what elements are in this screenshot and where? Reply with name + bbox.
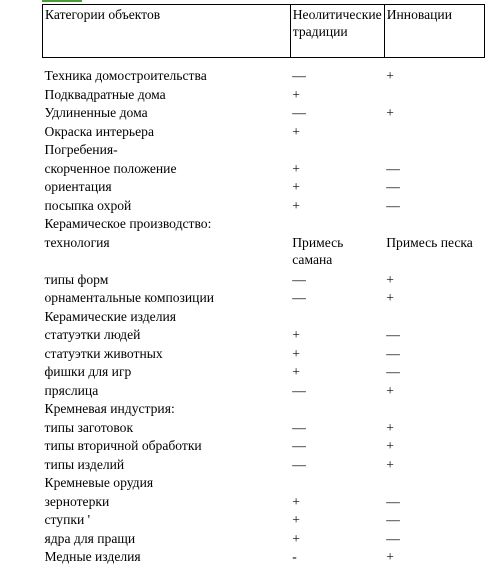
table-row — [43, 160, 485, 179]
row-innovation-mark: + — [386, 271, 394, 287]
table-row — [43, 456, 485, 475]
row-innovation-mark: + — [386, 382, 394, 398]
table-row — [43, 326, 485, 345]
row-innovation-mark: + — [386, 456, 394, 472]
row-innovation-mark — [384, 400, 484, 419]
table-row — [43, 345, 485, 364]
table-row — [43, 382, 485, 401]
row-innovation-mark: Примесь песка — [386, 234, 473, 250]
table-body — [43, 58, 485, 567]
table-row — [43, 86, 485, 105]
row-label: фишки для игр — [44, 364, 132, 379]
row-neolithic-mark: — — [292, 456, 306, 472]
row-innovation-mark: — — [386, 530, 400, 546]
row-neolithic-mark: + — [292, 493, 300, 509]
row-innovation-mark: — — [386, 197, 400, 213]
table-row — [43, 67, 485, 86]
row-neolithic-mark: + — [292, 327, 300, 342]
row-label: Керамические изделия — [44, 308, 177, 324]
row-innovation-mark — [384, 308, 484, 327]
table-row — [43, 511, 485, 530]
row-neolithic-mark: — — [292, 290, 306, 305]
row-label: ориентация — [44, 179, 112, 194]
row-label: ядра для пращи — [44, 530, 136, 546]
row-label: Керамическое производство: — [44, 216, 212, 231]
row-label: пряслица — [44, 382, 99, 398]
table-row — [43, 400, 485, 419]
row-label: зернотерки — [44, 493, 110, 509]
row-label: Подквадратные дома — [44, 86, 166, 102]
row-neolithic-mark: — — [292, 68, 306, 83]
row-neolithic-mark — [290, 400, 384, 419]
table-row — [43, 493, 485, 512]
row-innovation-mark: + — [386, 419, 394, 435]
row-neolithic-mark: + — [292, 512, 300, 527]
row-neolithic-mark — [290, 474, 384, 493]
row-neolithic-mark — [290, 141, 384, 160]
row-label: типы заготовок — [44, 419, 134, 435]
row-label: Кремневые орудия — [44, 475, 154, 490]
row-neolithic-mark: — — [292, 271, 306, 287]
table-row — [43, 289, 485, 308]
table-row — [43, 178, 485, 197]
row-neolithic-mark: + — [292, 160, 300, 176]
row-neolithic-mark: + — [292, 197, 300, 213]
table-row — [43, 363, 485, 382]
row-neolithic-mark: — — [292, 438, 306, 453]
row-label: Техника домостроительства — [44, 68, 207, 83]
row-innovation-mark: — — [386, 327, 400, 342]
row-label: ступки ' — [44, 512, 91, 527]
table-row — [43, 141, 485, 160]
row-neolithic-mark: — — [292, 382, 306, 398]
row-label: типы изделий — [44, 456, 125, 472]
green-highlight-mark — [42, 0, 82, 2]
row-innovation-mark — [384, 215, 484, 234]
row-neolithic-mark: + — [292, 364, 300, 379]
row-innovation-mark — [384, 141, 484, 160]
row-innovation-mark: — — [386, 512, 400, 527]
row-innovation-mark: + — [386, 105, 394, 120]
row-label: Удлиненные дома — [44, 105, 148, 120]
row-label: орнаментальные композиции — [44, 290, 214, 305]
row-innovation-mark — [384, 474, 484, 493]
row-neolithic-mark — [290, 308, 384, 327]
row-neolithic-mark: + — [292, 86, 300, 102]
row-innovation-mark: + — [386, 438, 394, 453]
row-label: типы форм — [44, 271, 109, 287]
table-header-row — [43, 5, 485, 58]
row-neolithic-mark: + — [292, 530, 300, 546]
row-innovation-mark: — — [386, 160, 400, 176]
row-label: статуэтки животных — [44, 345, 163, 361]
table-row — [43, 419, 485, 438]
table-row — [43, 197, 485, 216]
row-innovation-mark: — — [386, 179, 400, 194]
table-row — [43, 530, 485, 549]
row-label: Окраска интерьера — [44, 123, 154, 139]
header-category: Категории объектов — [43, 5, 291, 58]
table-row — [43, 234, 485, 271]
table-row — [43, 474, 485, 493]
row-label: Медные изделия — [44, 549, 141, 564]
row-label: скорченное положение — [44, 160, 177, 176]
row-label: типы вторичной обработки — [44, 438, 202, 453]
row-neolithic-mark: + — [292, 345, 300, 361]
row-innovation-mark: — — [386, 493, 400, 509]
row-innovation-mark: — — [386, 345, 400, 361]
table-row — [43, 104, 485, 123]
row-label: посыпка охрой — [44, 197, 132, 213]
traditions-innovations-table — [42, 4, 485, 567]
row-innovation-mark: + — [386, 290, 394, 305]
header-innovations: Инновации — [384, 5, 484, 58]
row-innovation-mark — [384, 86, 484, 105]
table-row — [43, 548, 485, 567]
header-spacer — [43, 58, 485, 68]
row-innovation-mark: + — [386, 68, 394, 83]
table-row — [43, 308, 485, 327]
header-neolithic: Неолитические традиции — [290, 5, 384, 58]
row-innovation-mark: + — [386, 549, 394, 564]
row-neolithic-mark — [290, 215, 384, 234]
table-row — [43, 123, 485, 142]
row-label: Погребения- — [44, 142, 118, 157]
row-neolithic-mark: - — [292, 549, 297, 564]
row-neolithic-mark: + — [292, 123, 300, 139]
row-neolithic-mark: — — [292, 419, 306, 435]
table-row — [43, 271, 485, 290]
row-label: Кремневая индустрия: — [44, 401, 175, 416]
row-neolithic-mark: + — [292, 179, 300, 194]
row-label: технология — [44, 234, 110, 250]
row-innovation-mark: — — [386, 364, 400, 379]
row-innovation-mark — [384, 123, 484, 142]
table-row — [43, 215, 485, 234]
row-neolithic-mark: Примесь самана — [292, 234, 344, 267]
row-neolithic-mark: — — [292, 105, 306, 120]
row-label: статуэтки людей — [44, 327, 141, 342]
table-row — [43, 437, 485, 456]
